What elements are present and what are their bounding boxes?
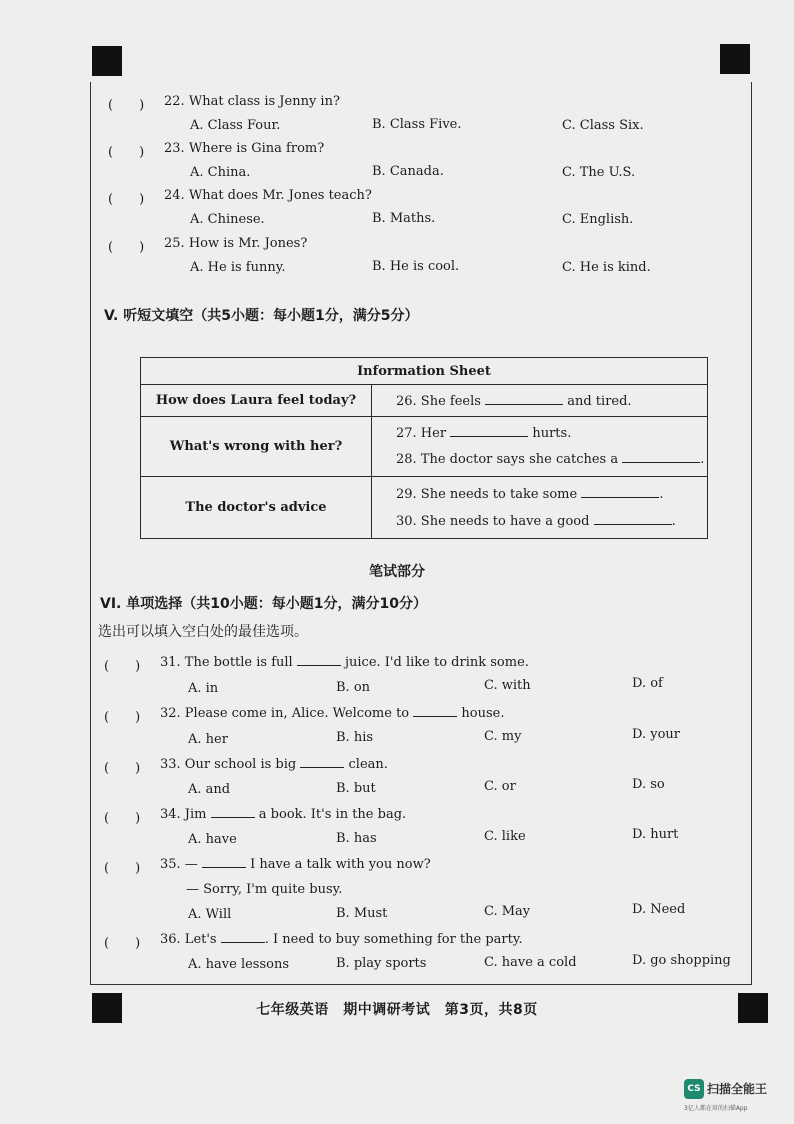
option: B. has: [336, 831, 377, 846]
blank: [202, 856, 246, 868]
question-35-reply: — Sorry, I'm quite busy.: [186, 882, 343, 897]
option: C. like: [484, 829, 526, 844]
option: B. but: [336, 781, 376, 796]
option: D. Need: [632, 902, 686, 917]
option: C. He is kind.: [562, 260, 651, 275]
section-heading-v: V. 听短文填空（共5小题：每小题1分，满分5分）: [104, 308, 419, 324]
written-part-title: 笔试部分: [369, 564, 425, 580]
blank-27[interactable]: [450, 425, 528, 437]
option: A. and: [188, 782, 231, 797]
option: C. or: [484, 779, 516, 794]
option: B. Must: [336, 906, 388, 921]
option: A. Class Four.: [190, 118, 281, 133]
question-22: 22. What class is Jenny in?: [164, 94, 340, 109]
option: C. The U.S.: [562, 165, 636, 180]
option: D. so: [632, 777, 665, 792]
answer-paren[interactable]: ( ): [104, 861, 141, 876]
question-34: 34. Jim a book. It's in the bag.: [160, 807, 407, 822]
blank: [300, 756, 344, 768]
answer-paren[interactable]: ( ): [104, 811, 141, 826]
option: D. of: [632, 676, 663, 691]
option: B. Maths.: [372, 211, 436, 226]
table-row-label: How does Laura feel today?: [141, 385, 372, 417]
question-35: 35. — I have a talk with you now?: [160, 857, 431, 872]
option: A. her: [188, 732, 228, 747]
table-cell: 29. She needs to take some . 30. She needs to have a good .: [372, 477, 708, 539]
blank: [413, 705, 457, 717]
blank-28[interactable]: [622, 451, 700, 463]
option: A. China.: [190, 165, 251, 180]
answer-paren[interactable]: ( ): [108, 98, 145, 113]
table-cell: 27. Her hurts. 28. The doctor says she catches a .: [372, 417, 708, 477]
option: D. your: [632, 727, 680, 742]
corner-mark-top-left: [92, 46, 122, 76]
option: A. Will: [188, 907, 232, 922]
table-row-label: The doctor's advice: [141, 477, 372, 539]
question-31: 31. The bottle is full juice. I'd like to drink some.: [160, 655, 529, 670]
blank-30[interactable]: [594, 513, 672, 525]
watermark-tagline: 3亿人都在用的扫描App: [684, 1105, 748, 1112]
option: B. Canada.: [372, 164, 444, 179]
question-36: 36. Let's . I need to buy something for the party.: [160, 932, 523, 947]
option: A. have: [188, 832, 237, 847]
corner-mark-top-right: [720, 44, 750, 74]
option: D. go shopping: [632, 953, 731, 968]
option: B. his: [336, 730, 374, 745]
page-footer: 七年级英语 期中调研考试 第3页，共8页: [256, 1002, 538, 1018]
option: C. May: [484, 904, 531, 919]
blank-26[interactable]: [485, 393, 563, 405]
answer-paren[interactable]: ( ): [108, 192, 145, 207]
answer-paren[interactable]: ( ): [108, 240, 145, 255]
answer-paren[interactable]: ( ): [104, 659, 141, 674]
option: C. have a cold: [484, 955, 577, 970]
option: B. He is cool.: [372, 259, 460, 274]
blank: [221, 931, 265, 943]
option: D. hurt: [632, 827, 679, 842]
option: C. with: [484, 678, 531, 693]
option: C. English.: [562, 212, 634, 227]
question-24: 24. What does Mr. Jones teach?: [164, 188, 372, 203]
table-row-label: What's wrong with her?: [141, 417, 372, 477]
option: A. Chinese.: [190, 212, 265, 227]
section-heading-vi: VI. 单项选择（共10小题：每小题1分，满分10分）: [100, 596, 427, 612]
option: C. Class Six.: [562, 118, 644, 133]
answer-paren[interactable]: ( ): [104, 710, 141, 725]
table-cell: 26. She feels and tired.: [372, 385, 708, 417]
option: B. play sports: [336, 956, 427, 971]
watermark-brand: 扫描全能王: [707, 1082, 768, 1096]
question-33: 33. Our school is big clean.: [160, 757, 388, 772]
blank-29[interactable]: [581, 486, 659, 498]
answer-paren[interactable]: ( ): [104, 936, 141, 951]
option: A. in: [188, 681, 219, 696]
information-sheet-table: [140, 357, 708, 539]
blank: [211, 806, 255, 818]
question-32: 32. Please come in, Alice. Welcome to house.: [160, 706, 505, 721]
option: B. Class Five.: [372, 117, 462, 132]
question-25: 25. How is Mr. Jones?: [164, 236, 308, 251]
table-title: Information Sheet: [141, 358, 708, 385]
camscanner-logo-icon: CS: [684, 1079, 704, 1099]
option: A. have lessons: [188, 957, 290, 972]
option: B. on: [336, 680, 371, 695]
answer-paren[interactable]: ( ): [104, 761, 141, 776]
blank: [297, 654, 341, 666]
question-23: 23. Where is Gina from?: [164, 141, 325, 156]
answer-paren[interactable]: ( ): [108, 145, 145, 160]
option: A. He is funny.: [190, 260, 286, 275]
option: C. my: [484, 729, 522, 744]
section-instruction: 选出可以填入空白处的最佳选项。: [98, 624, 308, 640]
